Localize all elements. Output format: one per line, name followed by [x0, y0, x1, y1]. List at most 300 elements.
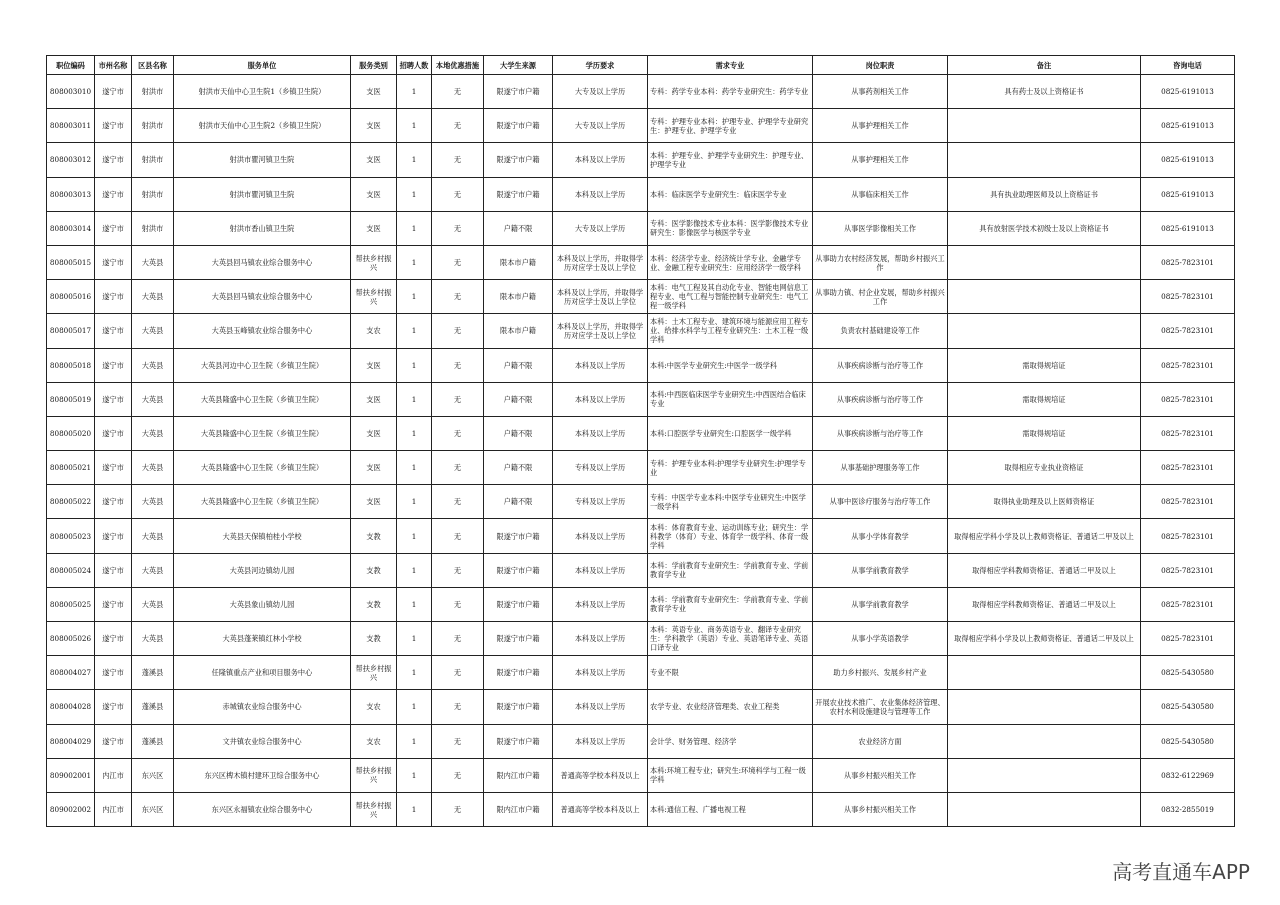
table-cell [948, 280, 1141, 314]
table-cell: 大英县象山镇幼儿园 [174, 587, 351, 621]
table-cell: 取得执业助理及以上医师资格证 [948, 485, 1141, 519]
table-cell: 无 [432, 587, 484, 621]
table-cell: 大专及以上学历 [553, 211, 648, 245]
table-cell: 户籍不限 [484, 485, 553, 519]
table-cell: 帮扶乡村振兴 [351, 792, 397, 826]
table-cell: 限遂宁市户籍 [484, 622, 553, 656]
table-cell: 蓬溪县 [132, 724, 174, 758]
table-cell: 专科：护理专业本科:护理学专业研究生:护理学专业 [648, 451, 813, 485]
table-cell: 大英县回马镇农业综合服务中心 [174, 280, 351, 314]
table-cell: 1 [397, 485, 432, 519]
table-cell: 射洪市香山镇卫生院 [174, 211, 351, 245]
table-cell: 帮扶乡村振兴 [351, 656, 397, 690]
table-cell: 1 [397, 724, 432, 758]
table-cell: 无 [432, 348, 484, 382]
table-cell: 1 [397, 416, 432, 450]
table-cell: 808005019 [47, 382, 95, 416]
table-cell: 无 [432, 451, 484, 485]
table-cell: 支医 [351, 451, 397, 485]
table-cell: 808003014 [47, 211, 95, 245]
table-cell: 普通高等学校本科及以上 [553, 792, 648, 826]
table-cell: 大英县天保镇柏桂小学校 [174, 519, 351, 553]
table-cell: 遂宁市 [95, 587, 132, 621]
table-cell: 本科:中医学专业研究生:中医学一级学科 [648, 348, 813, 382]
table-cell: 1 [397, 314, 432, 348]
table-cell: 专科：中医学专业本科:中医学专业研究生:中医学一级学科 [648, 485, 813, 519]
table-cell: 808005023 [47, 519, 95, 553]
table-cell: 射洪市天仙中心卫生院1（乡镇卫生院） [174, 75, 351, 109]
table-cell: 遂宁市 [95, 622, 132, 656]
table-cell: 0832-2855019 [1141, 792, 1235, 826]
column-header: 职位编码 [47, 56, 95, 75]
table-row [47, 792, 1235, 826]
table-cell: 808003010 [47, 75, 95, 109]
table-cell: 无 [432, 553, 484, 587]
table-cell: 限本市户籍 [484, 314, 553, 348]
table-row [47, 109, 1235, 143]
table-cell: 大专及以上学历 [553, 109, 648, 143]
table-cell: 从事护理相关工作 [813, 109, 948, 143]
table-cell: 从事疾病诊断与治疗等工作 [813, 382, 948, 416]
table-cell: 无 [432, 792, 484, 826]
table-cell: 从事护理相关工作 [813, 143, 948, 177]
table-cell: 内江市 [95, 792, 132, 826]
table-cell: 从事疾病诊断与治疗等工作 [813, 416, 948, 450]
table-cell: 无 [432, 245, 484, 279]
table-cell: 从事学前教育教学 [813, 553, 948, 587]
table-cell: 东兴区椑木镇村建环卫综合服务中心 [174, 758, 351, 792]
table-cell: 负责农村基础建设等工作 [813, 314, 948, 348]
table-cell: 支医 [351, 143, 397, 177]
table-row [47, 211, 1235, 245]
table-cell: 帮扶乡村振兴 [351, 245, 397, 279]
table-cell: 0825-6191013 [1141, 177, 1235, 211]
table-cell: 大英县隆盛中心卫生院（乡镇卫生院） [174, 416, 351, 450]
table-cell: 无 [432, 382, 484, 416]
table-cell: 从事疾病诊断与治疗等工作 [813, 348, 948, 382]
table-cell: 0825-5430580 [1141, 724, 1235, 758]
table-cell: 0825-5430580 [1141, 656, 1235, 690]
table-cell: 大英县蓬莱镇红林小学校 [174, 622, 351, 656]
table-cell: 遂宁市 [95, 314, 132, 348]
table-cell: 从事小学英语教学 [813, 622, 948, 656]
table-cell: 支教 [351, 553, 397, 587]
table-cell: 808003013 [47, 177, 95, 211]
table-cell: 本科：电气工程及其自动化专业、智能电网信息工程专业、电气工程与智能控制专业研究生：电气工程一级学科 [648, 280, 813, 314]
table-cell: 限遂宁市户籍 [484, 656, 553, 690]
table-row [47, 451, 1235, 485]
table-cell: 赤城镇农业综合服务中心 [174, 690, 351, 724]
column-header: 区县名称 [132, 56, 174, 75]
table-cell: 取得相应学科小学及以上教师资格证、普通话二甲及以上 [948, 622, 1141, 656]
table-row [47, 656, 1235, 690]
table-cell: 本科及以上学历 [553, 553, 648, 587]
table-cell: 专科及以上学历 [553, 485, 648, 519]
table-cell: 内江市 [95, 758, 132, 792]
table-cell: 限遂宁市户籍 [484, 587, 553, 621]
table-cell: 遂宁市 [95, 451, 132, 485]
table-cell: 808004028 [47, 690, 95, 724]
table-cell: 东兴区 [132, 792, 174, 826]
table-cell: 射洪市瞿河镇卫生院 [174, 143, 351, 177]
table-cell: 户籍不限 [484, 382, 553, 416]
table-cell: 无 [432, 211, 484, 245]
table-row [47, 382, 1235, 416]
table-cell: 从事小学体育教学 [813, 519, 948, 553]
table-cell: 本科及以上学历 [553, 622, 648, 656]
table-cell: 0825-7823101 [1141, 485, 1235, 519]
table-cell: 本科及以上学历 [553, 519, 648, 553]
table-cell: 支医 [351, 348, 397, 382]
table-cell: 遂宁市 [95, 75, 132, 109]
table-cell: 大英县 [132, 245, 174, 279]
table-cell: 支医 [351, 109, 397, 143]
table-cell: 大英县回马镇农业综合服务中心 [174, 245, 351, 279]
table-cell: 射洪市 [132, 211, 174, 245]
table-cell: 大英县 [132, 553, 174, 587]
table-cell: 户籍不限 [484, 211, 553, 245]
table-cell: 专业不限 [648, 656, 813, 690]
table-cell: 1 [397, 519, 432, 553]
table-cell: 取得相应学科教师资格证、普通话二甲及以上 [948, 587, 1141, 621]
table-cell: 无 [432, 143, 484, 177]
table-cell: 支医 [351, 75, 397, 109]
table-cell: 本科及以上学历，并取得学历对应学士及以上学位 [553, 314, 648, 348]
table-cell: 本科及以上学历 [553, 382, 648, 416]
table-cell: 专科及以上学历 [553, 451, 648, 485]
table-cell: 从事助力农村经济发展，帮助乡村振兴工作 [813, 245, 948, 279]
table-cell: 遂宁市 [95, 177, 132, 211]
table-header [47, 56, 1235, 75]
table-cell: 1 [397, 280, 432, 314]
table-row [47, 758, 1235, 792]
table-cell [948, 656, 1141, 690]
table-cell: 开展农业技术推广、农业集体经济管理、农村水利设施建设与管理等工作 [813, 690, 948, 724]
table-cell: 无 [432, 280, 484, 314]
table-body [47, 75, 1235, 827]
table-cell: 限遂宁市户籍 [484, 177, 553, 211]
table-row [47, 690, 1235, 724]
table-row [47, 587, 1235, 621]
table-cell: 1 [397, 587, 432, 621]
table-cell: 限本市户籍 [484, 280, 553, 314]
table-cell: 支医 [351, 382, 397, 416]
table-cell: 808005025 [47, 587, 95, 621]
table-cell: 东兴区 [132, 758, 174, 792]
table-cell: 本科:口腔医学专业研究生:口腔医学一级学科 [648, 416, 813, 450]
table-cell: 0825-6191013 [1141, 143, 1235, 177]
column-header: 服务单位 [174, 56, 351, 75]
table-cell: 从事乡村振兴相关工作 [813, 792, 948, 826]
table-cell [948, 724, 1141, 758]
table-cell: 射洪市天仙中心卫生院2（乡镇卫生院） [174, 109, 351, 143]
table-cell: 本科：经济学专业、经济统计学专业、金融学专业、金融工程专业研究生：应用经济学一级学科 [648, 245, 813, 279]
table-cell [948, 792, 1141, 826]
table-cell: 蓬溪县 [132, 656, 174, 690]
table-cell: 1 [397, 245, 432, 279]
table-cell: 限遂宁市户籍 [484, 143, 553, 177]
table-cell: 1 [397, 109, 432, 143]
table-cell: 808005020 [47, 416, 95, 450]
table-cell: 808005022 [47, 485, 95, 519]
header-row [47, 56, 1235, 75]
table-cell: 射洪市 [132, 109, 174, 143]
table-cell: 808004029 [47, 724, 95, 758]
table-cell: 0825-7823101 [1141, 416, 1235, 450]
table-cell: 会计学、财务管理、经济学 [648, 724, 813, 758]
table-cell: 大英县 [132, 280, 174, 314]
table-cell: 射洪市 [132, 75, 174, 109]
table-cell: 帮扶乡村振兴 [351, 280, 397, 314]
table-cell: 1 [397, 382, 432, 416]
table-cell: 无 [432, 519, 484, 553]
table-cell: 射洪市瞿河镇卫生院 [174, 177, 351, 211]
table-cell: 遂宁市 [95, 485, 132, 519]
table-cell: 无 [432, 758, 484, 792]
table-cell: 808004027 [47, 656, 95, 690]
table-cell: 本科及以上学历 [553, 348, 648, 382]
table-cell: 0825-7823101 [1141, 382, 1235, 416]
table-cell: 农学专业、农业经济管理类、农业工程类 [648, 690, 813, 724]
table-cell: 限遂宁市户籍 [484, 724, 553, 758]
table-cell: 无 [432, 314, 484, 348]
table-cell: 1 [397, 656, 432, 690]
column-header: 大学生来源 [484, 56, 553, 75]
table-row [47, 314, 1235, 348]
table-cell: 0825-7823101 [1141, 451, 1235, 485]
table-cell: 大英县 [132, 382, 174, 416]
table-row [47, 75, 1235, 109]
table-cell: 1 [397, 143, 432, 177]
table-cell: 限遂宁市户籍 [484, 690, 553, 724]
table-row [47, 348, 1235, 382]
table-cell: 0825-6191013 [1141, 75, 1235, 109]
table-cell: 遂宁市 [95, 690, 132, 724]
table-row [47, 280, 1235, 314]
table-cell: 支教 [351, 587, 397, 621]
table-cell: 取得相应学科小学及以上教师资格证、普通话二甲及以上 [948, 519, 1141, 553]
table-cell: 遂宁市 [95, 382, 132, 416]
table-cell [948, 314, 1141, 348]
table-cell: 无 [432, 75, 484, 109]
table-cell: 本科及以上学历 [553, 416, 648, 450]
table-cell: 808005026 [47, 622, 95, 656]
table-cell: 东兴区永福镇农业综合服务中心 [174, 792, 351, 826]
table-cell: 808005016 [47, 280, 95, 314]
table-cell: 808003012 [47, 143, 95, 177]
column-header: 本地优惠措施 [432, 56, 484, 75]
table-cell: 大英县 [132, 314, 174, 348]
table-cell: 大英县 [132, 519, 174, 553]
table-cell: 遂宁市 [95, 724, 132, 758]
table-cell: 需取得规培证 [948, 382, 1141, 416]
table-cell: 具有药士及以上资格证书 [948, 75, 1141, 109]
table-cell: 助力乡村振兴、发展乡村产业 [813, 656, 948, 690]
table-cell: 0825-6191013 [1141, 109, 1235, 143]
table-cell: 无 [432, 109, 484, 143]
table-cell: 专科：药学专业本科：药学专业研究生：药学专业 [648, 75, 813, 109]
table-cell: 大英县 [132, 348, 174, 382]
table-cell: 限遂宁市户籍 [484, 553, 553, 587]
table-row [47, 553, 1235, 587]
table-cell: 0825-7823101 [1141, 519, 1235, 553]
table-cell: 本科:通信工程、广播电视工程 [648, 792, 813, 826]
table-cell: 支农 [351, 690, 397, 724]
watermark-text: 高考直通车APP [1112, 860, 1250, 884]
table-cell: 808005024 [47, 553, 95, 587]
table-cell: 本科：学前教育专业研究生：学前教育专业、学前教育学专业 [648, 553, 813, 587]
table-cell: 本科及以上学历，并取得学历对应学士及以上学位 [553, 280, 648, 314]
table-cell: 大英县 [132, 451, 174, 485]
table-cell: 大英县河边镇幼儿园 [174, 553, 351, 587]
column-header: 备注 [948, 56, 1141, 75]
table-cell: 0825-6191013 [1141, 211, 1235, 245]
table-row [47, 177, 1235, 211]
table-cell: 0825-7823101 [1141, 280, 1235, 314]
table-cell: 1 [397, 451, 432, 485]
table-cell: 遂宁市 [95, 553, 132, 587]
table-cell: 遂宁市 [95, 348, 132, 382]
table-cell: 大英县隆盛中心卫生院（乡镇卫生院） [174, 485, 351, 519]
table-cell: 从事医学影像相关工作 [813, 211, 948, 245]
table-cell: 本科：体育教育专业、运动训练专业；研究生：学科教学（体育）专业、体育学一级学科、体育一级学科 [648, 519, 813, 553]
table-row [47, 485, 1235, 519]
table-cell: 本科及以上学历 [553, 690, 648, 724]
table-cell: 1 [397, 177, 432, 211]
table-cell: 无 [432, 485, 484, 519]
table-row [47, 724, 1235, 758]
column-header: 咨询电话 [1141, 56, 1235, 75]
table-cell: 1 [397, 758, 432, 792]
table-cell: 809002002 [47, 792, 95, 826]
table-cell: 大英县河边中心卫生院（乡镇卫生院） [174, 348, 351, 382]
table-cell: 本科及以上学历 [553, 587, 648, 621]
table-cell: 1 [397, 75, 432, 109]
table-cell: 808005021 [47, 451, 95, 485]
table-cell: 本科及以上学历 [553, 177, 648, 211]
table-cell: 0825-5430580 [1141, 690, 1235, 724]
table-cell: 本科:环境工程专业；研究生:环境科学与工程一级学科 [648, 758, 813, 792]
table-row [47, 416, 1235, 450]
table-cell: 本科及以上学历，并取得学历对应学士及以上学位 [553, 245, 648, 279]
table-cell: 从事中医诊疗服务与治疗等工作 [813, 485, 948, 519]
table-cell: 809002001 [47, 758, 95, 792]
table-cell: 取得相应学科教师资格证、普通话二甲及以上 [948, 553, 1141, 587]
recruitment-table [46, 55, 1235, 827]
table-cell: 限遂宁市户籍 [484, 109, 553, 143]
table-cell: 蓬溪县 [132, 690, 174, 724]
table-cell: 1 [397, 211, 432, 245]
table-cell: 808005017 [47, 314, 95, 348]
column-header: 需求专业 [648, 56, 813, 75]
table-cell: 0825-7823101 [1141, 348, 1235, 382]
table-cell: 遂宁市 [95, 519, 132, 553]
table-cell [948, 143, 1141, 177]
table-cell: 需取得规培证 [948, 348, 1141, 382]
table-cell: 本科：学前教育专业研究生：学前教育专业、学前教育学专业 [648, 587, 813, 621]
table-cell: 本科：护理专业、护理学专业研究生：护理专业、护理学专业 [648, 143, 813, 177]
table-cell: 支医 [351, 211, 397, 245]
table-cell [948, 690, 1141, 724]
table-row [47, 245, 1235, 279]
table-cell: 限内江市户籍 [484, 758, 553, 792]
table-cell: 0825-7823101 [1141, 245, 1235, 279]
table-cell: 户籍不限 [484, 348, 553, 382]
table-cell: 遂宁市 [95, 211, 132, 245]
column-header: 岗位职责 [813, 56, 948, 75]
table-cell: 文井镇农业综合服务中心 [174, 724, 351, 758]
table-cell: 户籍不限 [484, 416, 553, 450]
table-cell: 1 [397, 690, 432, 724]
table-cell: 0825-7823101 [1141, 314, 1235, 348]
table-cell: 普通高等学校本科及以上 [553, 758, 648, 792]
table-cell: 支农 [351, 724, 397, 758]
table-cell: 本科及以上学历 [553, 143, 648, 177]
table-cell: 1 [397, 553, 432, 587]
column-header: 招聘人数 [397, 56, 432, 75]
table-cell: 限遂宁市户籍 [484, 519, 553, 553]
table-cell: 大英县 [132, 416, 174, 450]
table-cell: 从事学前教育教学 [813, 587, 948, 621]
table-cell: 从事临床相关工作 [813, 177, 948, 211]
table-cell: 无 [432, 724, 484, 758]
table-row [47, 519, 1235, 553]
table-cell: 支医 [351, 177, 397, 211]
table-cell: 1 [397, 622, 432, 656]
table-cell: 任隆镇重点产业和项目服务中心 [174, 656, 351, 690]
table-cell: 支农 [351, 314, 397, 348]
table-cell: 无 [432, 416, 484, 450]
table-cell: 0832-6122969 [1141, 758, 1235, 792]
table-cell: 支教 [351, 519, 397, 553]
table-cell: 无 [432, 690, 484, 724]
table-cell: 大英县玉峰镇农业综合服务中心 [174, 314, 351, 348]
column-header: 服务类别 [351, 56, 397, 75]
table-cell: 遂宁市 [95, 143, 132, 177]
table-cell: 限内江市户籍 [484, 792, 553, 826]
table-cell: 帮扶乡村振兴 [351, 758, 397, 792]
table-cell: 从事基础护理服务等工作 [813, 451, 948, 485]
table-cell: 本科:中西医临床医学专业研究生:中西医结合临床专业 [648, 382, 813, 416]
table-cell: 遂宁市 [95, 656, 132, 690]
table-cell: 具有放射医学技术初级士及以上资格证书 [948, 211, 1141, 245]
column-header: 学历要求 [553, 56, 648, 75]
table-cell: 本科：临床医学专业研究生：临床医学专业 [648, 177, 813, 211]
table-cell: 遂宁市 [95, 245, 132, 279]
table-cell [948, 758, 1141, 792]
table-cell: 从事药剂相关工作 [813, 75, 948, 109]
table-cell: 大英县隆盛中心卫生院（乡镇卫生院） [174, 451, 351, 485]
table-cell: 0825-7823101 [1141, 622, 1235, 656]
table-cell: 专科：护理专业本科：护理专业、护理学专业研究生：护理专业、护理学专业 [648, 109, 813, 143]
table-cell: 支医 [351, 485, 397, 519]
table-cell [948, 109, 1141, 143]
table-cell: 射洪市 [132, 177, 174, 211]
table-cell: 0825-7823101 [1141, 553, 1235, 587]
table-cell: 遂宁市 [95, 416, 132, 450]
table-cell: 无 [432, 177, 484, 211]
table-cell: 本科及以上学历 [553, 724, 648, 758]
column-header: 市州名称 [95, 56, 132, 75]
table-cell: 支医 [351, 416, 397, 450]
table-cell: 本科及以上学历 [553, 656, 648, 690]
recruitment-table-wrapper [46, 55, 1234, 827]
table-cell: 无 [432, 656, 484, 690]
table-cell: 支教 [351, 622, 397, 656]
table-cell: 本科：英语专业、商务英语专业、翻译专业研究生：学科教学（英语）专业、英语笔译专业、英语口译专业 [648, 622, 813, 656]
table-cell: 大专及以上学历 [553, 75, 648, 109]
table-cell: 大英县隆盛中心卫生院（乡镇卫生院） [174, 382, 351, 416]
